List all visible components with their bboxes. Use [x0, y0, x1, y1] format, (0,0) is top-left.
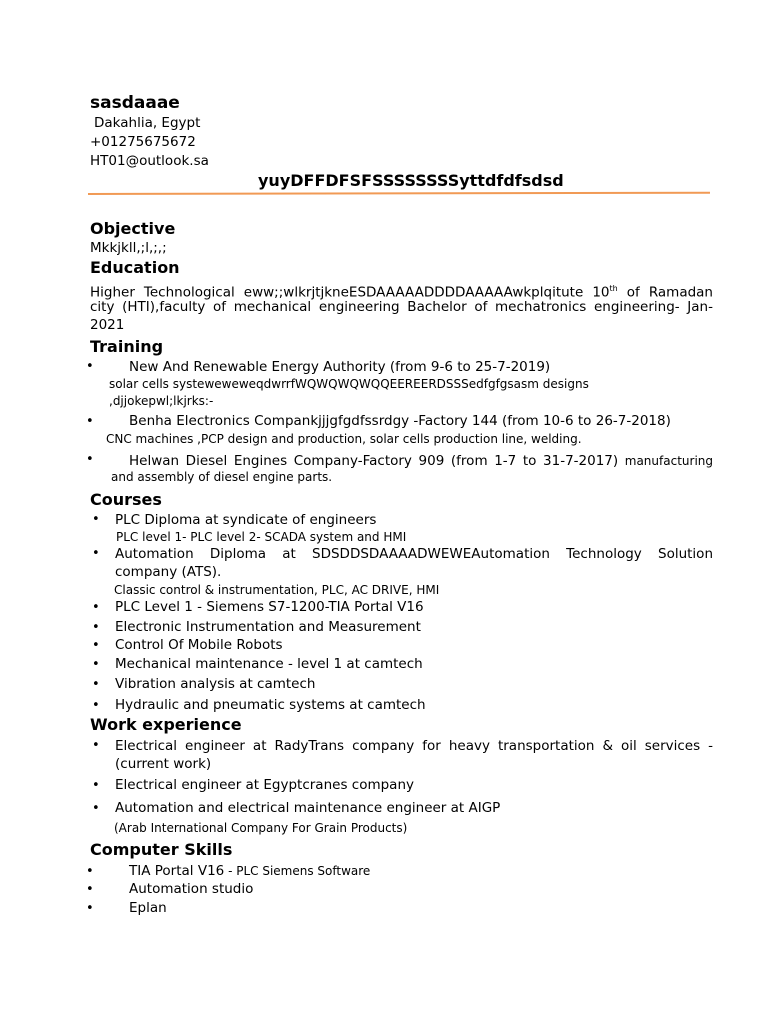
- work-item-continued: (current work): [115, 756, 212, 772]
- bullet-icon: •: [86, 414, 94, 429]
- work-item: Electrical engineer at Egyptcranes company: [115, 777, 414, 793]
- location: Dakahlia, Egypt: [94, 115, 201, 131]
- work-heading: Work experience: [90, 715, 242, 734]
- skill-item: TIA Portal V16 - PLC Siemens Software: [129, 863, 371, 879]
- training-item-3-detail: and assembly of diesel engine parts.: [111, 470, 333, 484]
- course-item-detail: Classic control & instrumentation, PLC, AC DRIVE, HMI: [114, 583, 440, 597]
- course-item: PLC Level 1 - Siemens S7-1200-TIA Portal V16: [115, 599, 424, 615]
- course-item: Vibration analysis at camtech: [115, 676, 316, 692]
- objective-text: Mkkjkll,;l,;,;: [90, 240, 167, 256]
- training-item-2-detail: CNC machines ,PCP design and production, solar cells production line, welding.: [106, 432, 582, 446]
- course-item: Automation Diploma at SDSDDSDAAAADWEWEAutomation Technology Solution: [115, 546, 713, 562]
- bullet-icon: •: [92, 677, 100, 692]
- bullet-icon: •: [86, 882, 94, 897]
- bullet-icon: •: [92, 600, 100, 615]
- bullet-icon: •: [92, 778, 100, 793]
- skills-heading: Computer Skills: [90, 840, 233, 859]
- bullet-icon: •: [92, 657, 100, 672]
- training-item-1: New And Renewable Energy Authority (from 9-6 to 25-7-2019): [129, 359, 551, 375]
- courses-heading: Courses: [90, 490, 162, 509]
- training-item-3: Helwan Diesel Engines Company-Factory 909 (from 1-7 to 31-7-2017) manufacturing: [129, 453, 713, 469]
- bullet-icon: •: [92, 801, 100, 816]
- training-item-2: Benha Electronics Compankjjjgfgdfssrdgy -Factory 144 (from 10-6 to 26-7-2018): [129, 413, 671, 429]
- bullet-icon: •: [86, 901, 94, 916]
- headline: yuyDFFDFSFSSSSSSSSyttdfdfsdsd: [258, 171, 564, 190]
- bullet-icon: •: [92, 638, 100, 653]
- bullet-icon: •: [86, 359, 94, 374]
- course-item: Hydraulic and pneumatic systems at camtech: [115, 697, 426, 713]
- education-line-3: 2021: [90, 317, 125, 333]
- divider-line: [88, 192, 710, 195]
- bullet-icon: •: [92, 738, 100, 753]
- bullet-icon: •: [92, 620, 100, 635]
- objective-heading: Objective: [90, 219, 176, 238]
- skill-item: Automation studio: [129, 881, 254, 897]
- email: HT01@outlook.sa: [90, 153, 209, 169]
- course-item-continued: company (ATS).: [115, 564, 222, 580]
- phone: +01275675672: [90, 134, 196, 150]
- course-item: PLC Diploma at syndicate of engineers: [115, 512, 377, 528]
- bullet-icon: •: [92, 512, 100, 527]
- bullet-icon: •: [86, 864, 94, 879]
- work-item: Automation and electrical maintenance engineer at AIGP: [115, 800, 501, 816]
- course-item: Mechanical maintenance - level 1 at camtech: [115, 656, 423, 672]
- bullet-icon: •: [86, 452, 94, 467]
- training-item-1-detail-2: ,djjokepwl;lkjrks:-: [109, 394, 214, 408]
- training-item-1-detail: solar cells systeweweweqdwrrfWQWQWQWQQEEREERDSSSedfgfgsasm designs: [109, 377, 589, 391]
- education-line-2: city (HTI),faculty of mechanical engineering Bachelor of mechatronics engineering- Jan-: [90, 299, 713, 315]
- training-heading: Training: [90, 337, 164, 356]
- work-item: Electrical engineer at RadyTrans company for heavy transportation & oil services -: [115, 738, 713, 754]
- course-item: Electronic Instrumentation and Measurement: [115, 619, 421, 635]
- candidate-name: sasdaaae: [90, 93, 180, 113]
- course-item-detail: PLC level 1- PLC level 2- SCADA system and HMI: [116, 530, 407, 544]
- skill-item: Eplan: [129, 900, 167, 916]
- bullet-icon: •: [92, 546, 100, 561]
- education-heading: Education: [90, 258, 180, 277]
- work-item-detail: (Arab International Company For Grain Products): [114, 821, 408, 835]
- course-item: Control Of Mobile Robots: [115, 637, 283, 653]
- education-line-1: Higher Technological eww;;wlkrjtjkneESDAAAAADDDDAAAAAwkplqitute 10th of Ramadan: [90, 284, 713, 301]
- bullet-icon: •: [92, 698, 100, 713]
